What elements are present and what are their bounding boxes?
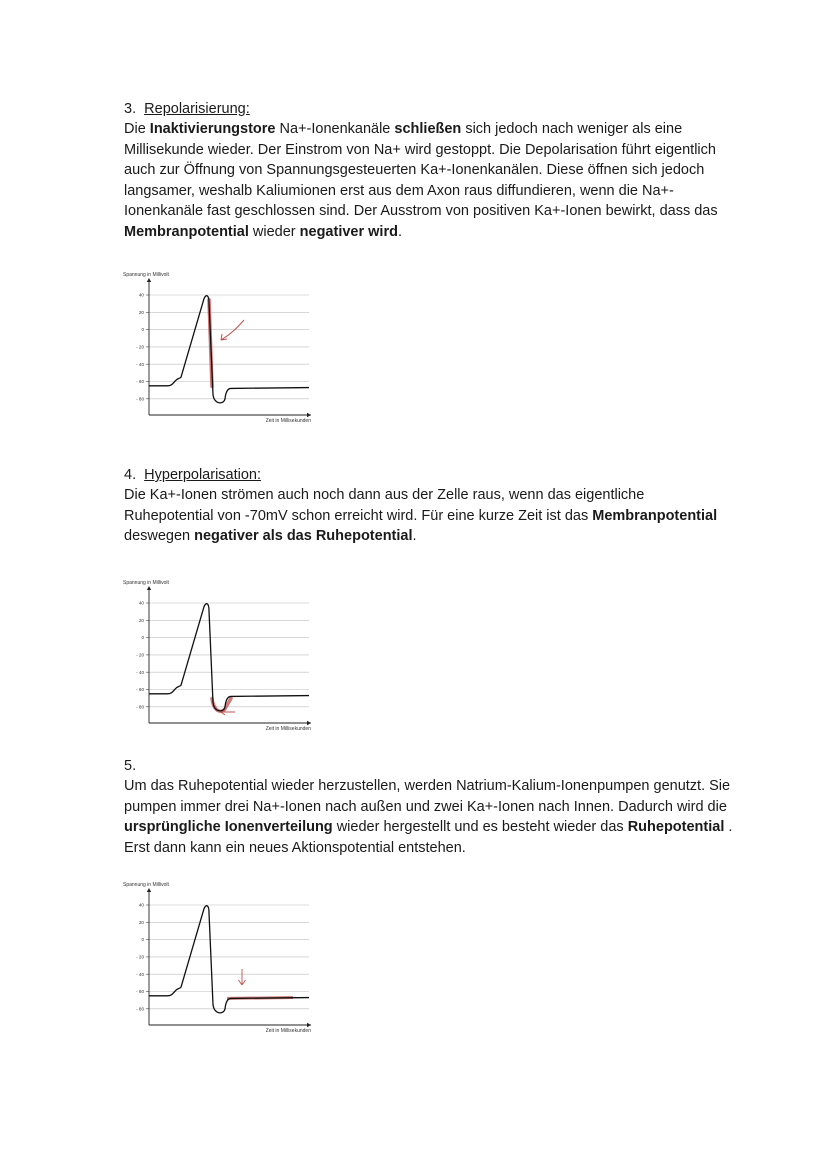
y-tick-label: 20 — [138, 919, 144, 925]
section-heading — [124, 465, 734, 485]
chart-hyperpolarisation — [119, 576, 329, 736]
section-ruhepotential — [124, 756, 734, 858]
y-tick-label: - 20 — [136, 954, 144, 960]
y-axis-label: Spannung in Millivolt — [123, 272, 169, 278]
bold-text: Membranpotential — [124, 223, 249, 240]
section-paragraph — [124, 485, 734, 547]
y-tick-label: - 80 — [136, 396, 144, 402]
y-tick-label: 20 — [138, 617, 144, 623]
text-run: wieder hergestellt und es besteht wieder das — [332, 819, 628, 836]
x-axis-label: Zeit in Millisekunden — [265, 1028, 311, 1034]
bold-text: Membranpotential — [592, 507, 718, 524]
y-tick-label: 0 — [141, 635, 144, 641]
x-axis-arrow — [307, 413, 311, 417]
x-axis-arrow — [307, 1023, 311, 1027]
section-hyperpolarisation — [124, 465, 734, 547]
x-axis-label: Zeit in Millisekunden — [265, 726, 311, 732]
y-tick-label: 40 — [138, 902, 144, 908]
y-tick-label: - 20 — [136, 652, 144, 658]
text-run: Na+-Ionenkanäle — [275, 121, 395, 137]
y-tick-label: - 20 — [136, 344, 144, 350]
y-axis-label: Spannung in Millivolt — [123, 580, 169, 586]
annotation-arrow — [221, 320, 244, 340]
y-tick-label: - 60 — [136, 379, 144, 385]
y-tick-label: 0 — [141, 327, 144, 333]
section-paragraph — [124, 776, 734, 858]
y-axis-label: Spannung in Millivolt — [123, 882, 169, 888]
chart-svg — [119, 268, 329, 428]
section-paragraph — [124, 119, 734, 243]
y-tick-label: - 80 — [136, 704, 144, 710]
section-number: 3. — [124, 101, 137, 117]
y-tick-label: - 40 — [136, 971, 144, 977]
chart-svg — [119, 576, 329, 736]
section-number: 5. — [124, 758, 137, 774]
y-tick-label: - 40 — [136, 669, 144, 675]
section-repolarisierung — [124, 99, 734, 243]
y-axis-arrow — [147, 278, 151, 282]
text-run: sich jedoch nach weniger als eine Millisekunde wieder. Der Einstrom von Na+ wird gestoppt. Die Depolarisation führt eigentlich auch zur Öffnung von Spannungsgesteuerten Ka+-Ionenkanälen. Diese öffnen sich jedoch langsamer, weshalb Kaliumionen erst aus dem Axon raus diffundieren, wenn die Na+-Ionenkanäle fast geschlossen sind. Der Ausstrom von positiven Ka+-Ionen bewirkt, dass das — [124, 121, 718, 220]
text-run: deswegen — [124, 528, 195, 545]
y-tick-label: - 60 — [136, 687, 144, 693]
annotation-arrow — [239, 969, 246, 985]
text-run: Die Ka+-Ionen strömen auch noch dann aus der Zelle raus, wenn das eigentliche Ruhepotential von -70mV schon erreicht wird. Für eine kurze Zeit ist das — [124, 487, 645, 524]
y-tick-label: 20 — [138, 309, 144, 315]
section-title: Hyperpolarisation: — [144, 467, 262, 483]
text-run: . Erst dann kann ein neues Aktionspotential entstehen. — [124, 819, 733, 856]
chart-ruhepotential — [119, 878, 329, 1038]
bold-text: ursprüngliche Ionenverteilung — [124, 819, 333, 836]
y-axis-arrow — [147, 586, 151, 590]
x-axis-arrow — [307, 721, 311, 725]
bold-text: schließen — [394, 121, 462, 137]
bold-text: negativer als das Ruhepotential — [194, 528, 413, 545]
y-axis-arrow — [147, 888, 151, 892]
text-run: . — [397, 223, 402, 240]
section-title: Repolarisierung: — [144, 101, 250, 117]
chart-svg — [119, 878, 329, 1038]
highlight-hyperpolarization — [212, 698, 231, 711]
section-heading — [124, 99, 734, 119]
series-line — [149, 296, 309, 403]
section-number: 4. — [124, 467, 137, 483]
y-tick-label: - 80 — [136, 1006, 144, 1012]
bold-text: negativer wird — [299, 223, 398, 240]
y-tick-label: 0 — [141, 937, 144, 943]
y-tick-label: 40 — [138, 600, 144, 606]
y-tick-label: 40 — [138, 292, 144, 298]
x-axis-label: Zeit in Millisekunden — [265, 418, 311, 424]
text-run: Um das Ruhepotential wieder herzustellen, werden Natrium-Kalium-Ionenpumpen genutzt. Sie pumpen immer drei Na+-Ionen nach außen und zwei Ka+-Ionen nach Innen. Dadurch wird die — [124, 778, 731, 815]
bold-text: Ruhepotential — [627, 819, 725, 836]
y-tick-label: - 60 — [136, 989, 144, 995]
series-line — [149, 604, 309, 711]
text-run: wieder — [248, 223, 300, 240]
section-heading — [124, 756, 734, 776]
text-run: . — [412, 528, 417, 545]
text-run: Die — [124, 121, 150, 137]
y-tick-label: - 40 — [136, 361, 144, 367]
chart-repolarisierung — [119, 268, 329, 428]
bold-text: Inaktivierungstore — [149, 121, 276, 137]
